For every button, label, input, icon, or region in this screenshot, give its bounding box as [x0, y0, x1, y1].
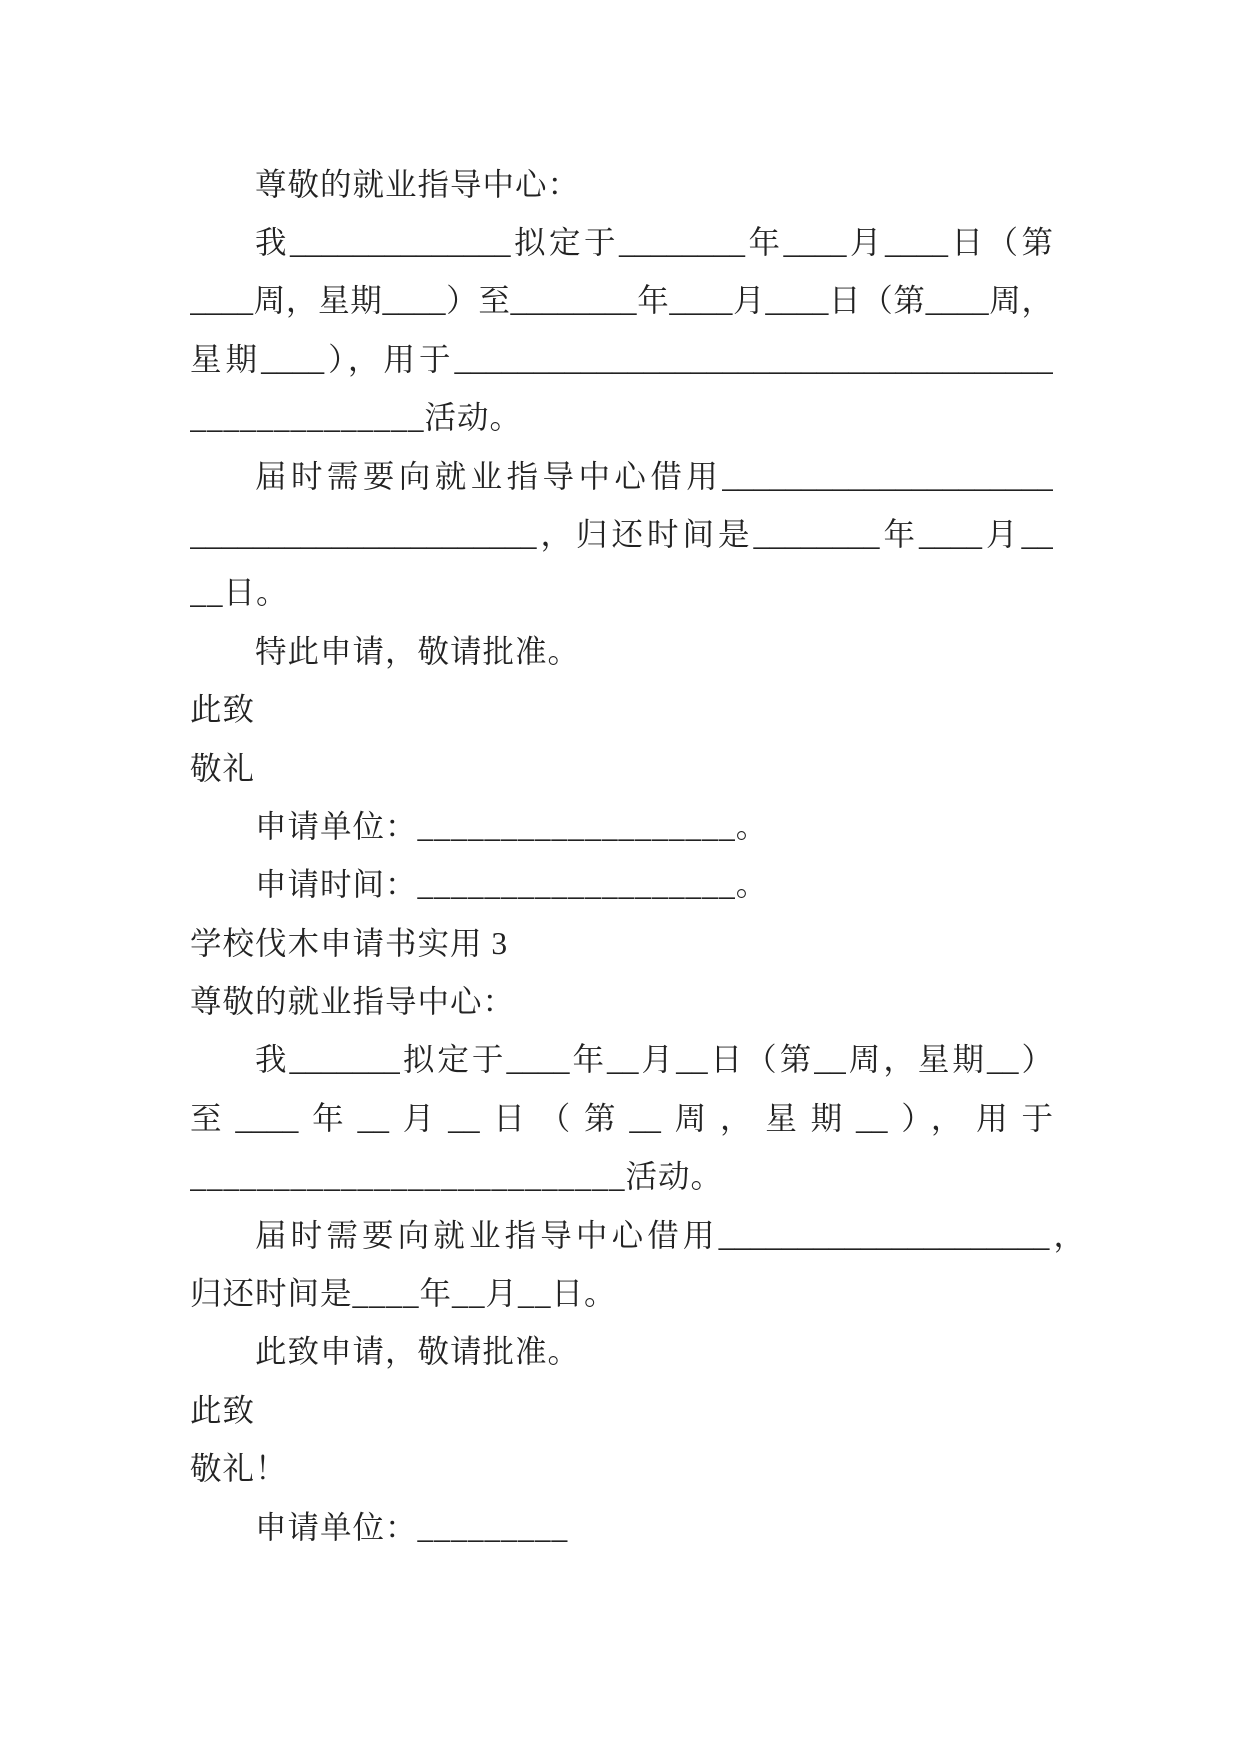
letter-1-regards: 敬礼 [190, 750, 256, 786]
letter-1-request: 特此申请，敬请批准。 [255, 633, 581, 669]
letter-2-paragraph-2-line-2: 归还时间是____年__月__日。 [190, 1276, 617, 1312]
letter-1-paragraph-1-line-2: ____周，星期____）至________年____月____日（第____周， [190, 283, 1053, 319]
letter-2-salutation: 尊敬的就业指导中心： [190, 984, 516, 1020]
letter-1-salutation: 尊敬的就业指导中心： [255, 166, 581, 202]
letter-1-paragraph-2-line-3: __日。 [190, 575, 289, 611]
document-body [190, 156, 1085, 1557]
letter-2 [190, 973, 1085, 1557]
letter-1-paragraph-2-line-1: 届时需要向就业指导中心借用_____________________ [255, 458, 1053, 494]
letter-2-request: 此致申请，敬请批准。 [255, 1334, 581, 1370]
letter-1-paragraph-1-line-1: 我______________拟定于________年____月____日（第 [255, 224, 1053, 260]
letter-1-applicant-unit: 申请单位：___________________。 [255, 808, 769, 844]
letter-2-paragraph-1-line-3: __________________________活动。 [190, 1159, 724, 1195]
letter-1-paragraph-1-line-4: ______________活动。 [190, 400, 523, 436]
section-title: 学校伐木申请书实用 3 [190, 925, 509, 961]
letter-1-paragraph-2-line-2: ______________________，归还时间是________年____月__ [190, 516, 1053, 552]
letter-1 [190, 156, 1053, 915]
letter-2-paragraph-2-line-1: 届时需要向就业指导中心借用_____________________， [255, 1217, 1085, 1253]
letter-2-paragraph-1-line-2: 至____年__月__日（第__周，星期__），用于 [190, 1100, 1053, 1136]
letter-1-paragraph-1-line-3: 星期____），用于______________________________________ [190, 341, 1053, 377]
letter-2-closing: 此致 [190, 1392, 256, 1428]
letter-2-applicant-unit: 申请单位：_________ [255, 1509, 569, 1545]
letter-1-closing: 此致 [190, 692, 256, 728]
letter-2-paragraph-1-line-1: 我_______拟定于____年__月__日（第__周，星期__） [255, 1042, 1053, 1078]
letter-2-regards: 敬礼！ [190, 1451, 288, 1487]
letter-1-application-time: 申请时间：___________________。 [255, 867, 769, 903]
